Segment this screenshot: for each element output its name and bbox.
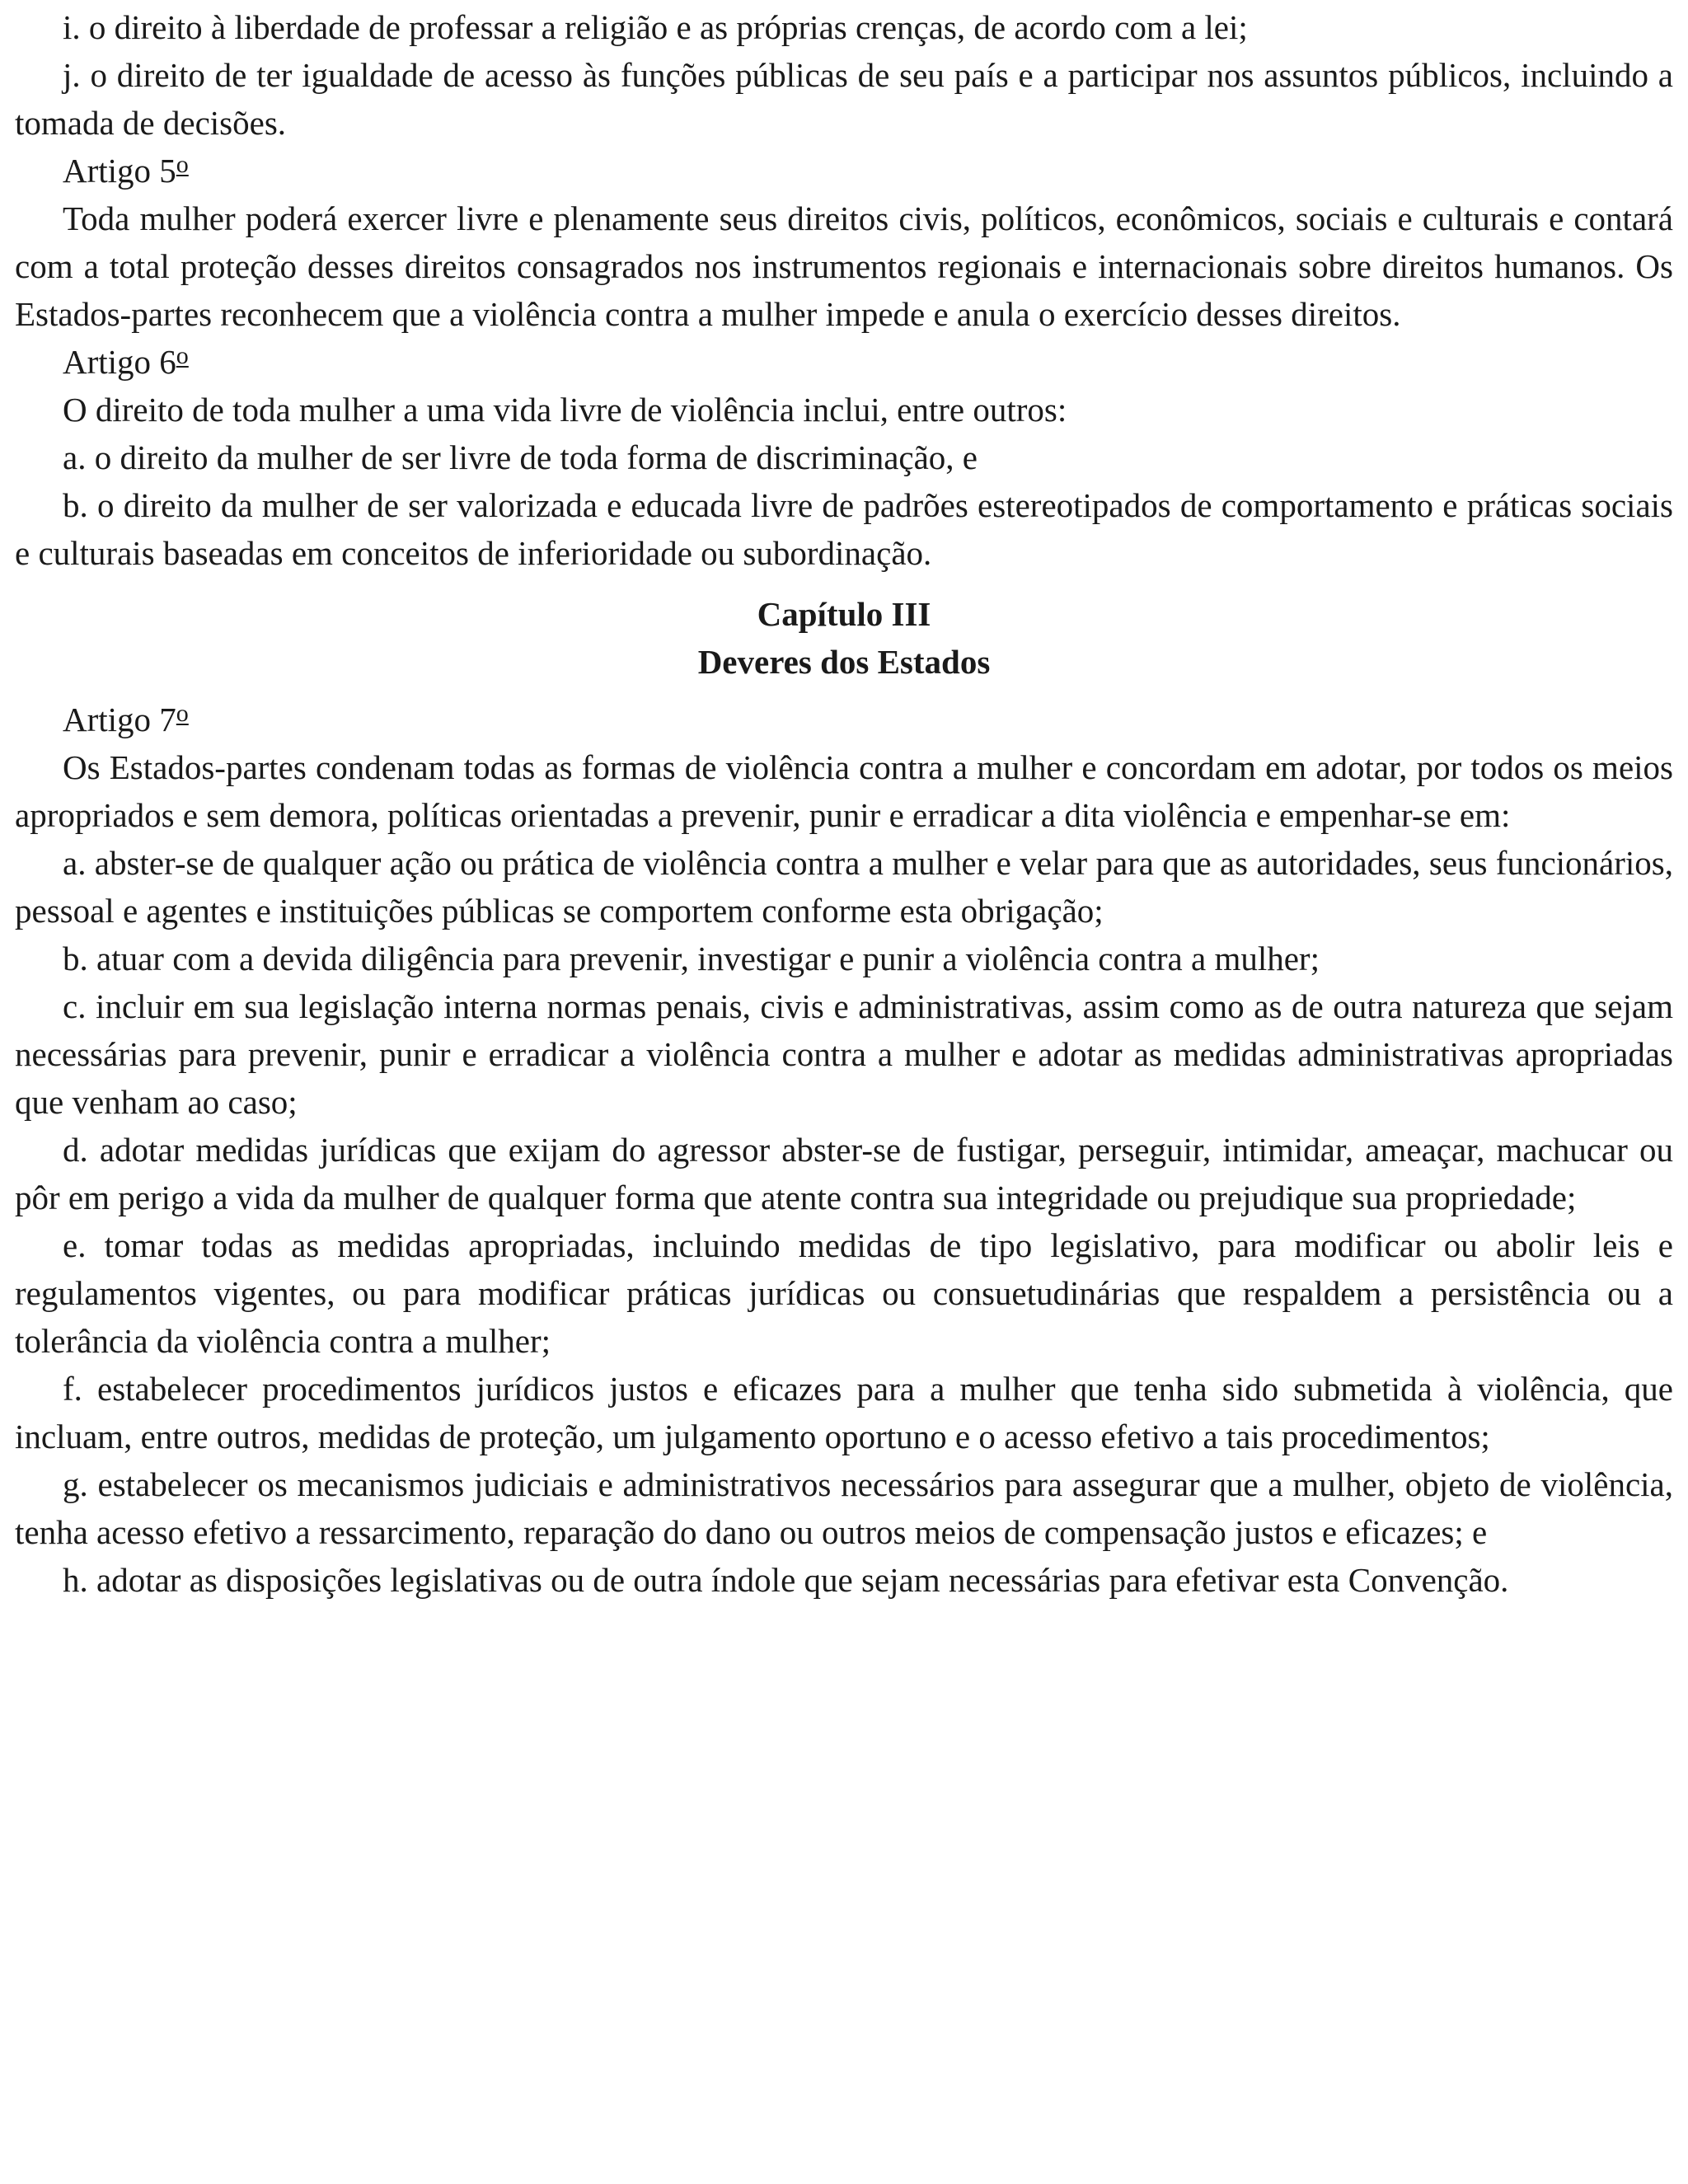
artigo-5-heading xyxy=(15,147,1673,194)
artigo-6-item-a: a. o direito da mulher de ser livre de toda forma de discriminação, e xyxy=(63,438,978,476)
artigo-7-heading xyxy=(15,696,1673,743)
document-page xyxy=(15,3,1673,1604)
item-j: j. o direito de ter igualdade de acesso às funções públicas de seu país e a participar nos assuntos públicos, incluindo a tomada de decisões. xyxy=(15,56,1673,142)
artigo-6-heading xyxy=(15,338,1673,386)
artigo-6-ordinal: o xyxy=(176,342,189,369)
artigo-5-label: Artigo 5 xyxy=(63,152,176,190)
artigo-7-item-e: e. tomar todas as medidas apropriadas, incluindo medidas de tipo legislativo, para modificar ou abolir leis e regulamentos vigentes, ou para modificar práticas jurídicas ou consuetudinárias que respaldem a persistência ou a tolerância da violência contra a mulher; xyxy=(15,1226,1673,1360)
artigo-7-item-a: a. abster-se de qualquer ação ou prática de violência contra a mulher e velar para que as autoridades, seus funcionários, pessoal e agentes e instituições públicas se comportem conforme esta obrigação; xyxy=(15,844,1673,930)
chapter-number: Capítulo III xyxy=(757,595,931,633)
artigo-7-ordinal: o xyxy=(176,700,189,727)
chapter-heading xyxy=(15,590,1673,686)
artigo-7-item-b: b. atuar com a devida diligência para prevenir, investigar e punir a violência contra a mulher; xyxy=(63,940,1320,977)
artigo-6-intro: O direito de toda mulher a uma vida livre de violência inclui, entre outros: xyxy=(63,391,1067,429)
artigo-7-label: Artigo 7 xyxy=(63,701,176,738)
artigo-6-label: Artigo 6 xyxy=(63,343,176,381)
artigo-7-item-d: d. adotar medidas jurídicas que exijam do agressor abster-se de fustigar, perseguir, intimidar, ameaçar, machucar ou pôr em perigo a vida da mulher de qualquer forma que atente contra sua integridade ou prejudique sua propriedade; xyxy=(15,1131,1673,1216)
artigo-7-item-h: h. adotar as disposições legislativas ou de outra índole que sejam necessárias para efetivar esta Convenção. xyxy=(63,1561,1509,1599)
chapter-title: Deveres dos Estados xyxy=(697,643,991,681)
artigo-7-item-f: f. estabelecer procedimentos jurídicos justos e eficazes para a mulher que tenha sido submetida à violência, que incluam, entre outros, medidas de proteção, um julgamento oportuno e o acesso efetivo a tais procedimentos; xyxy=(15,1370,1673,1455)
artigo-7-item-g: g. estabelecer os mecanismos judiciais e administrativos necessários para assegurar que a mulher, objeto de violência, tenha acesso efetivo a ressarcimento, reparação do dano ou outros meios de compensação justos e eficazes; e xyxy=(15,1465,1673,1551)
artigo-5-ordinal: o xyxy=(176,151,189,178)
artigo-7-intro: Os Estados-partes condenam todas as formas de violência contra a mulher e concordam em adotar, por todos os meios apropriados e sem demora, políticas orientadas a prevenir, punir e erradicar a dita violência e empenhar-se em: xyxy=(15,748,1673,834)
artigo-5-paragraph: Toda mulher poderá exercer livre e plenamente seus direitos civis, políticos, econômicos, sociais e culturais e contará com a total proteção desses direitos consagrados nos instrumentos regionais e internacionais sobre direitos humanos. Os Estados-partes reconhecem que a violência contra a mulher impede e anula o exercício desses direitos. xyxy=(15,199,1673,333)
item-i: i. o direito à liberdade de professar a religião e as próprias crenças, de acordo com a lei; xyxy=(63,8,1248,46)
artigo-7-item-c: c. incluir em sua legislação interna normas penais, civis e administrativas, assim como as de outra natureza que sejam necessárias para prevenir, punir e erradicar a violência contra a mulher e adotar as medidas administrativas apropriadas que venham ao caso; xyxy=(15,987,1673,1121)
artigo-6-item-b: b. o direito da mulher de ser valorizada e educada livre de padrões estereotipados de comportamento e práticas sociais e culturais baseadas em conceitos de inferioridade ou subordinação. xyxy=(15,486,1673,572)
